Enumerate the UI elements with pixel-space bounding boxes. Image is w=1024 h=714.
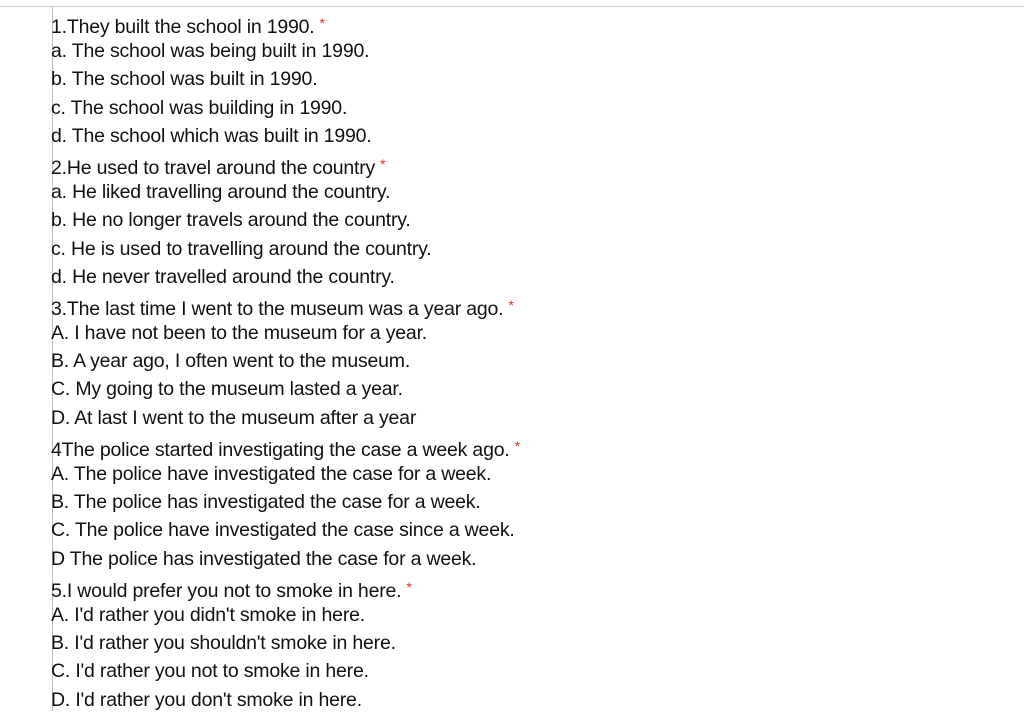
question-1 — [51, 9, 991, 37]
required-marker: * — [514, 437, 520, 454]
option-3b: B. A year ago, I often went to the museum. — [51, 350, 411, 373]
question-prompt: 2.He used to travel around the country — [51, 156, 376, 179]
required-marker: * — [319, 15, 325, 31]
option-3c: C. My going to the museum lasted a year. — [51, 378, 403, 401]
option-1d: d. The school which was built in 1990. — [51, 124, 372, 147]
question-5 — [51, 573, 991, 601]
option-1a: a. The school was being built in 1990. — [51, 40, 370, 63]
option-5b: B. I'd rather you shouldn't smoke in here. — [51, 632, 396, 655]
page-top-border — [0, 6, 1024, 7]
question-prompt: 5.I would prefer you not to smoke in here. — [51, 579, 402, 602]
option-4a: A. The police have investigated the case for a week. — [51, 463, 492, 485]
required-marker: * — [380, 155, 386, 172]
question-prompt: 1.They built the school in 1990. — [51, 16, 315, 38]
required-marker: * — [406, 578, 412, 595]
required-marker: * — [508, 296, 514, 313]
option-5d: D. I'd rather you don't smoke in here. — [51, 688, 362, 711]
question-4 — [51, 432, 991, 460]
question-prompt: 4The police started investigating the case a week ago. — [51, 438, 510, 461]
option-2c: c. He is used to travelling around the country. — [51, 237, 432, 260]
option-4b: B. The police has investigated the case for a week. — [51, 491, 481, 514]
option-3d: D. At last I went to the museum after a year — [51, 406, 417, 429]
option-1b: b. The school was built in 1990. — [51, 68, 318, 91]
option-2b: b. He no longer travels around the country. — [51, 209, 411, 232]
option-4d: D The police has investigated the case for a week. — [51, 547, 477, 570]
question-prompt: 3.The last time I went to the museum was a year ago. — [51, 297, 504, 320]
option-4c: C. The police have investigated the case since a week. — [51, 519, 515, 542]
question-3 — [51, 291, 991, 319]
quiz-document — [51, 9, 991, 714]
option-2a: a. He liked travelling around the country. — [51, 181, 391, 204]
option-5c: C. I'd rather you not to smoke in here. — [51, 660, 369, 683]
option-3a: A. I have not been to the museum for a year. — [51, 322, 428, 345]
question-2 — [51, 150, 991, 178]
option-1c: c. The school was building in 1990. — [51, 96, 348, 119]
option-2d: d. He never travelled around the country. — [51, 265, 395, 288]
option-5a: A. I'd rather you didn't smoke in here. — [51, 603, 365, 626]
